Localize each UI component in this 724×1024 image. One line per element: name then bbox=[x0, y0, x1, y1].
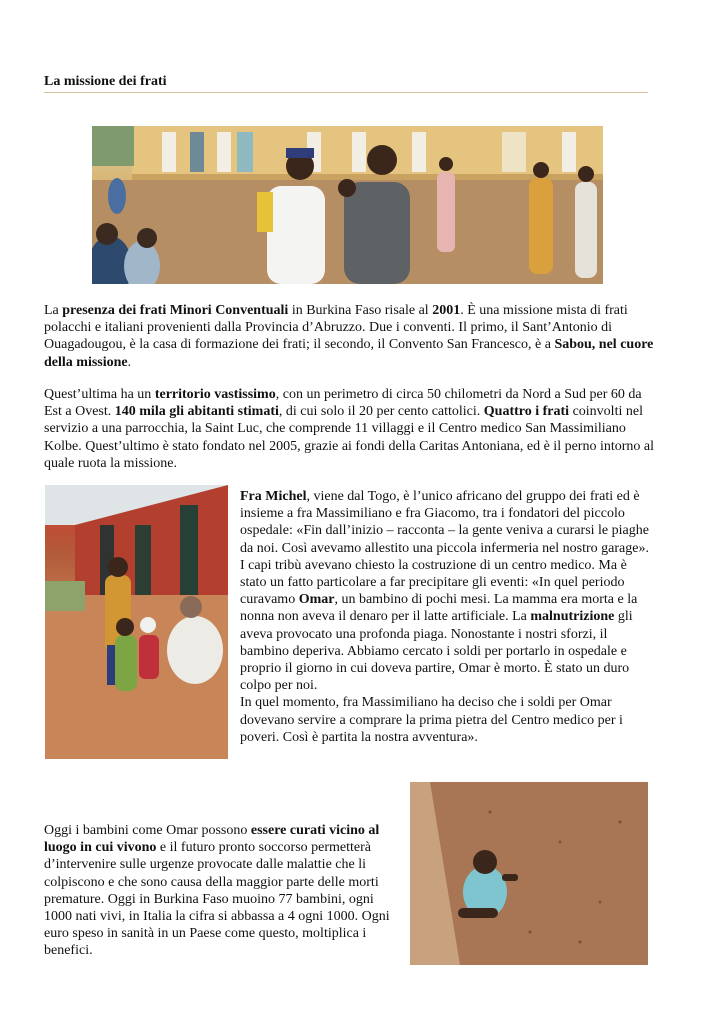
friar-children-illustration bbox=[45, 485, 228, 759]
child-on-ground-photo bbox=[410, 782, 648, 965]
page-title: La missione dei frati bbox=[44, 74, 167, 89]
closing-paragraph: Oggi i bambini come Omar possono essere curati vicino al luogo in cui vivono e il futuro pronto soccorso permetterà d’intervenire sulle urgenze provocate dalle malattie che li colpiscono e che sono causa della maggior parte delle morti premature. Oggi in Burkina Faso muoino 77 bambini, ogni 1000 nati vivi, in Italia la cifra si abbassa a 4 ogni 1000. Ogni euro speso in sanità in un Paese come questo, moltiplica i benefici. bbox=[44, 823, 390, 959]
fra-michel-story: Fra Michel, viene dal Togo, è l’unico africano del gruppo dei frati ed è insieme a fra Massimiliano e fra Giacomo, tra i fondatori del piccolo ospedale: «Fin dall’inizio – racconta – la gente veniva a curarsi le piaghe da noi. Così avevamo allestito una piccola infermeria nel nostro garage». I capi tribù avevano chiesto la costruzione di un centro medico. Ma è stato un fatto particolare a far precipitare gli eventi: «In quel periodo curavamo Omar, un bambino di pochi mesi. La mamma era morta e la nonna non aveva il denaro per il latte artificiale. La malnutrizione gli aveva provocato una profonda piaga. Nonostante i nostri sforzi, il bambino deperiva. Abbiamo cercato i soldi per portarlo in ospedale e proprio il giorno in cui doveva partire, Omar è morto. È stato un duro colpo per noi. In quel momento, fra Massimiliano ha deciso che i soldi per Omar dovevano servire a comprare la prima pietra del Centro medico per i poveri. Così è partita la nostra avventura». bbox=[240, 489, 649, 745]
mission-group-photo bbox=[92, 126, 603, 284]
intro-paragraph: La presenza dei frati Minori Conventuali in Burkina Faso risale al 2001. È una missione mista di frati polacchi e italiani provenienti dalla Provincia d’Abruzzo. Due i conventi. Il primo, il Sant’Antonio di Ouagadougou, è la casa di formazione dei frati; il secondo, il Convento San Francesco, è a Sabou, nel cuore della missione. bbox=[44, 303, 654, 370]
mission-group-illustration bbox=[92, 126, 603, 284]
title-underline bbox=[44, 92, 648, 93]
friar-with-children-photo bbox=[45, 485, 228, 759]
territory-paragraph: Quest’ultima ha un territorio vastissimo, con un perimetro di circa 50 chilometri da Nord a Sud per 60 da Est a Ovest. 140 mila gli abitanti stimati, di cui solo il 20 per cento cattolici. Quattro i frati coinvolti nel servizio a una parrocchia, la Saint Luc, che comprende 11 villaggi e il Centro medico San Massimiliano Kolbe. Quest’ultimo è stato fondato nel 2005, grazie ai fondi della Caritas Antoniana, ed è il perno intorno al quale ruota la missione. bbox=[44, 387, 655, 471]
child-illustration bbox=[410, 782, 648, 965]
